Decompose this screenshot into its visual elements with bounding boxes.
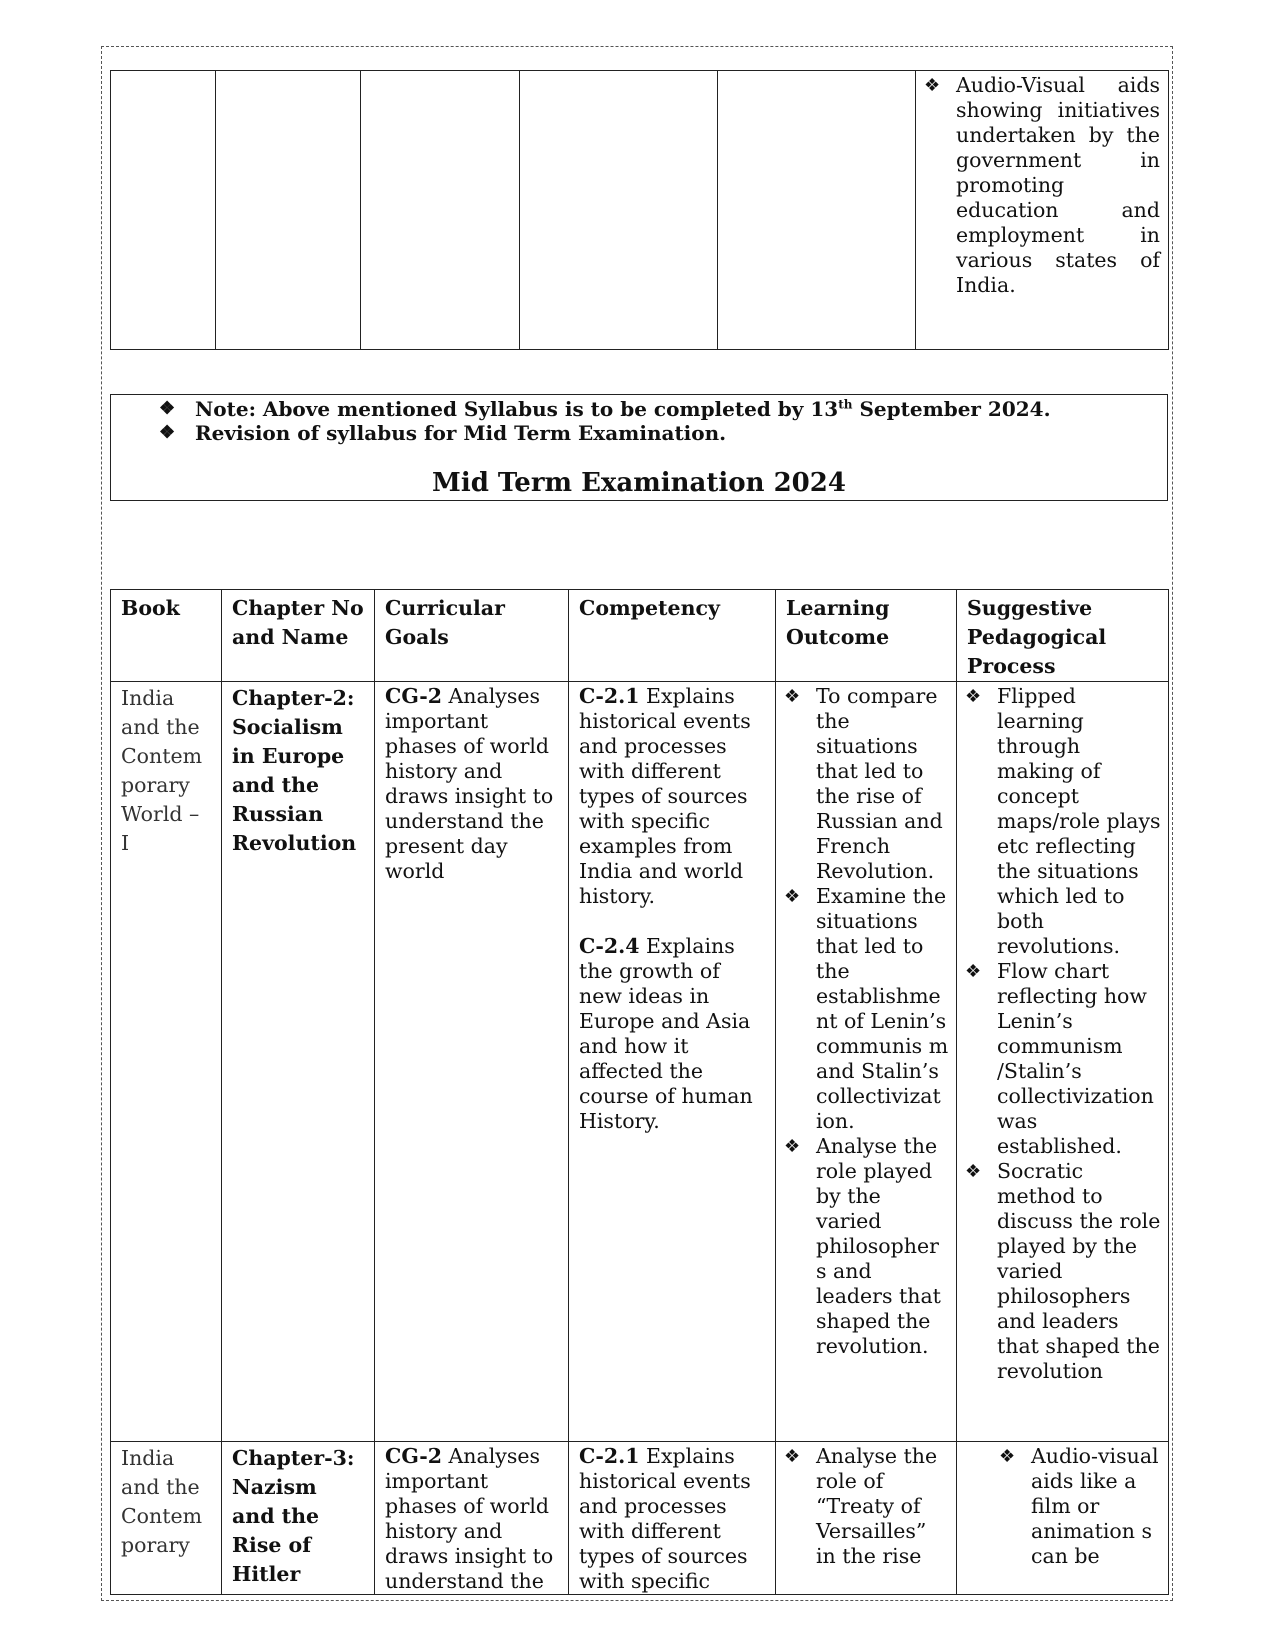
outcome-cell bbox=[776, 1442, 957, 1595]
empty-cell bbox=[361, 71, 520, 350]
goal-text: Analyses important phases of world history and draws insight to understand the bbox=[385, 1444, 554, 1593]
note-list bbox=[159, 397, 1051, 445]
exam-title: Mid Term Examination 2024 bbox=[432, 468, 846, 498]
note-item: ❖ Note: Above mentioned Syllabus is to be completed by 13th September 2024. bbox=[159, 397, 1051, 421]
header-book: Book bbox=[111, 590, 222, 682]
list-item: ❖ Analyse the role of “Treaty of Versailles” in the rise bbox=[782, 1444, 950, 1569]
process-cell bbox=[957, 1442, 1169, 1595]
competency-text: Explains historical events and processes with different types of sources with specific examples from India and world history. bbox=[579, 684, 751, 908]
header-process: Suggestive Pedagogical Process bbox=[957, 590, 1169, 682]
competency-code: C-2.1 bbox=[579, 684, 640, 708]
pedagogy-cell bbox=[916, 71, 1169, 350]
header-outcome: Learning Outcome bbox=[776, 590, 957, 682]
goal-code: CG-2 bbox=[385, 684, 442, 708]
goal-code: CG-2 bbox=[385, 1444, 442, 1468]
note-box bbox=[110, 394, 1168, 501]
header-goals: Curricular Goals bbox=[375, 590, 569, 682]
list-item: ❖ Examine the situations that led to the establishme nt of Lenin’s communis m and Stalin’s collectivizat ion. bbox=[782, 884, 950, 1134]
chapter-cell: Chapter-3: Nazism and the Rise of Hitler bbox=[222, 1442, 375, 1595]
book-cell: India and the Contem porary World – I bbox=[111, 682, 222, 1442]
top-continuation-table bbox=[110, 70, 1169, 350]
header-competency: Competency bbox=[569, 590, 776, 682]
list-item: ❖ Analyse the role played by the varied philosopher s and leaders that shaped the revolution. bbox=[782, 1134, 950, 1359]
book-cell: India and the Contem porary bbox=[111, 1442, 222, 1595]
competency-text: Explains the growth of new ideas in Europe and Asia and how it affected the course of human History. bbox=[579, 934, 753, 1133]
outcome-cell bbox=[776, 682, 957, 1442]
list-item: ❖ Audio-Visual aids showing initiatives undertaken by the government in promoting education and employment in various states of India. bbox=[922, 73, 1160, 298]
pedagogy-list bbox=[922, 73, 1160, 298]
process-list bbox=[997, 1444, 1162, 1569]
goals-cell bbox=[375, 1442, 569, 1595]
competency-cell bbox=[569, 682, 776, 1442]
list-item: ❖ To compare the situations that led to the rise of Russian and French Revolution. bbox=[782, 684, 950, 884]
competency-text: Explains historical events and processes with different types of sources with specific bbox=[579, 1444, 751, 1593]
table-row bbox=[111, 71, 1169, 350]
empty-cell bbox=[718, 71, 916, 350]
list-item: ❖ Socratic method to discuss the role played by the varied philosophers and leaders that shaped the revolution bbox=[963, 1159, 1162, 1384]
outcome-list bbox=[782, 684, 950, 1359]
empty-cell bbox=[520, 71, 718, 350]
header-chapter: Chapter No and Name bbox=[222, 590, 375, 682]
process-cell bbox=[957, 682, 1169, 1442]
empty-cell bbox=[111, 71, 216, 350]
list-item: ❖ Audio-visual aids like a film or animation s can be bbox=[997, 1444, 1162, 1569]
competency-code: C-2.1 bbox=[579, 1444, 640, 1468]
list-item: ❖ Flow chart reflecting how Lenin’s communism /Stalin’s collectivization was established. bbox=[963, 959, 1162, 1159]
revision-item: ❖ Revision of syllabus for Mid Term Examination. bbox=[159, 421, 1051, 445]
header-row bbox=[111, 590, 1169, 682]
empty-cell bbox=[216, 71, 361, 350]
process-list bbox=[963, 684, 1162, 1384]
competency-code: C-2.4 bbox=[579, 934, 640, 958]
competency-cell bbox=[569, 1442, 776, 1595]
table-row bbox=[111, 682, 1169, 1442]
list-item: ❖ Flipped learning through making of concept maps/role plays etc reflecting the situations which led to both revolutions. bbox=[963, 684, 1162, 959]
syllabus-table bbox=[110, 589, 1169, 1595]
goals-cell bbox=[375, 682, 569, 1442]
table-row bbox=[111, 1442, 1169, 1595]
outcome-list bbox=[782, 1444, 950, 1569]
goal-text: Analyses important phases of world history and draws insight to understand the present day world bbox=[385, 684, 554, 883]
chapter-cell: Chapter-2: Socialism in Europe and the Russian Revolution bbox=[222, 682, 375, 1442]
